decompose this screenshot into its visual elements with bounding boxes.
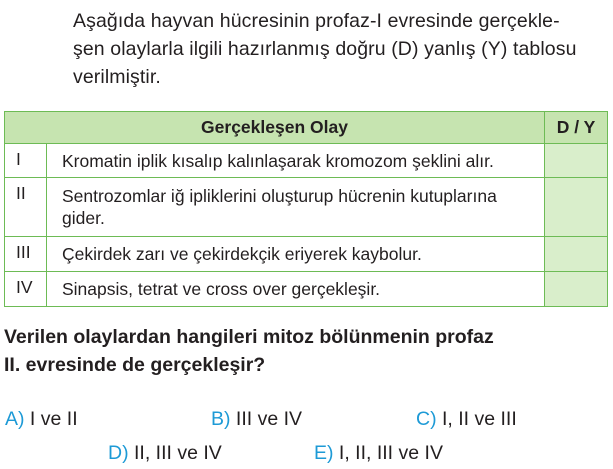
row-event: Sinapsis, tetrat ve cross over gerçekleşir. <box>47 272 545 307</box>
option-text: II, III ve IV <box>134 442 222 464</box>
row-number: II <box>16 183 26 203</box>
row-number-cell <box>5 237 47 272</box>
intro-line-2: şen olaylarla ilgili hazırlanmış doğru (D) yanlış (Y) tablosu <box>73 38 577 60</box>
option-c[interactable] <box>416 408 517 431</box>
option-b[interactable] <box>211 408 302 431</box>
row-number-cell <box>5 272 47 307</box>
option-text: I, II ve III <box>442 408 517 430</box>
option-letter: B) <box>211 408 231 430</box>
question-line-2: II. evresinde de gerçekleşir? <box>4 354 266 376</box>
row-event: Çekirdek zarı ve çekirdekçik eriyerek kaybolur. <box>47 237 545 272</box>
row-number: III <box>16 242 31 262</box>
row-event: Kromatin iplik kısalıp kalınlaşarak kromozom şeklini alır. <box>47 144 545 178</box>
intro-paragraph <box>73 7 607 91</box>
row-answer-cell[interactable] <box>545 272 608 307</box>
header-dy: D / Y <box>545 112 608 144</box>
option-letter: D) <box>108 442 129 464</box>
intro-line-1: Aşağıda hayvan hücresinin profaz-I evresinde gerçekle- <box>73 10 560 32</box>
table-row <box>5 272 608 307</box>
question-text <box>4 323 608 379</box>
option-letter: A) <box>5 408 25 430</box>
table-row <box>5 178 608 237</box>
events-table <box>4 111 608 307</box>
option-text: III ve IV <box>235 408 303 430</box>
option-d[interactable] <box>108 442 222 465</box>
option-text: I ve II <box>29 408 78 430</box>
table-row <box>5 144 608 178</box>
option-a[interactable] <box>5 408 78 431</box>
option-text: I, II, III ve IV <box>338 442 443 464</box>
option-e[interactable] <box>314 442 443 465</box>
row-event: Sentrozomlar iğ ipliklerini oluşturup hücrenin kutuplarına gider. <box>47 178 545 237</box>
row-answer-cell[interactable] <box>545 237 608 272</box>
table-header-row <box>5 112 608 144</box>
option-letter: E) <box>314 442 334 464</box>
row-number-cell <box>5 144 47 178</box>
row-number: I <box>16 149 21 169</box>
table-row <box>5 237 608 272</box>
row-number-cell <box>5 178 47 237</box>
intro-line-3: verilmiştir. <box>73 66 161 88</box>
row-answer-cell[interactable] <box>545 144 608 178</box>
question-line-1: Verilen olaylardan hangileri mitoz bölünmenin profaz <box>4 326 494 348</box>
row-answer-cell[interactable] <box>545 178 608 237</box>
header-event: Gerçekleşen Olay <box>5 112 545 144</box>
option-letter: C) <box>416 408 437 430</box>
row-number: IV <box>16 277 33 297</box>
